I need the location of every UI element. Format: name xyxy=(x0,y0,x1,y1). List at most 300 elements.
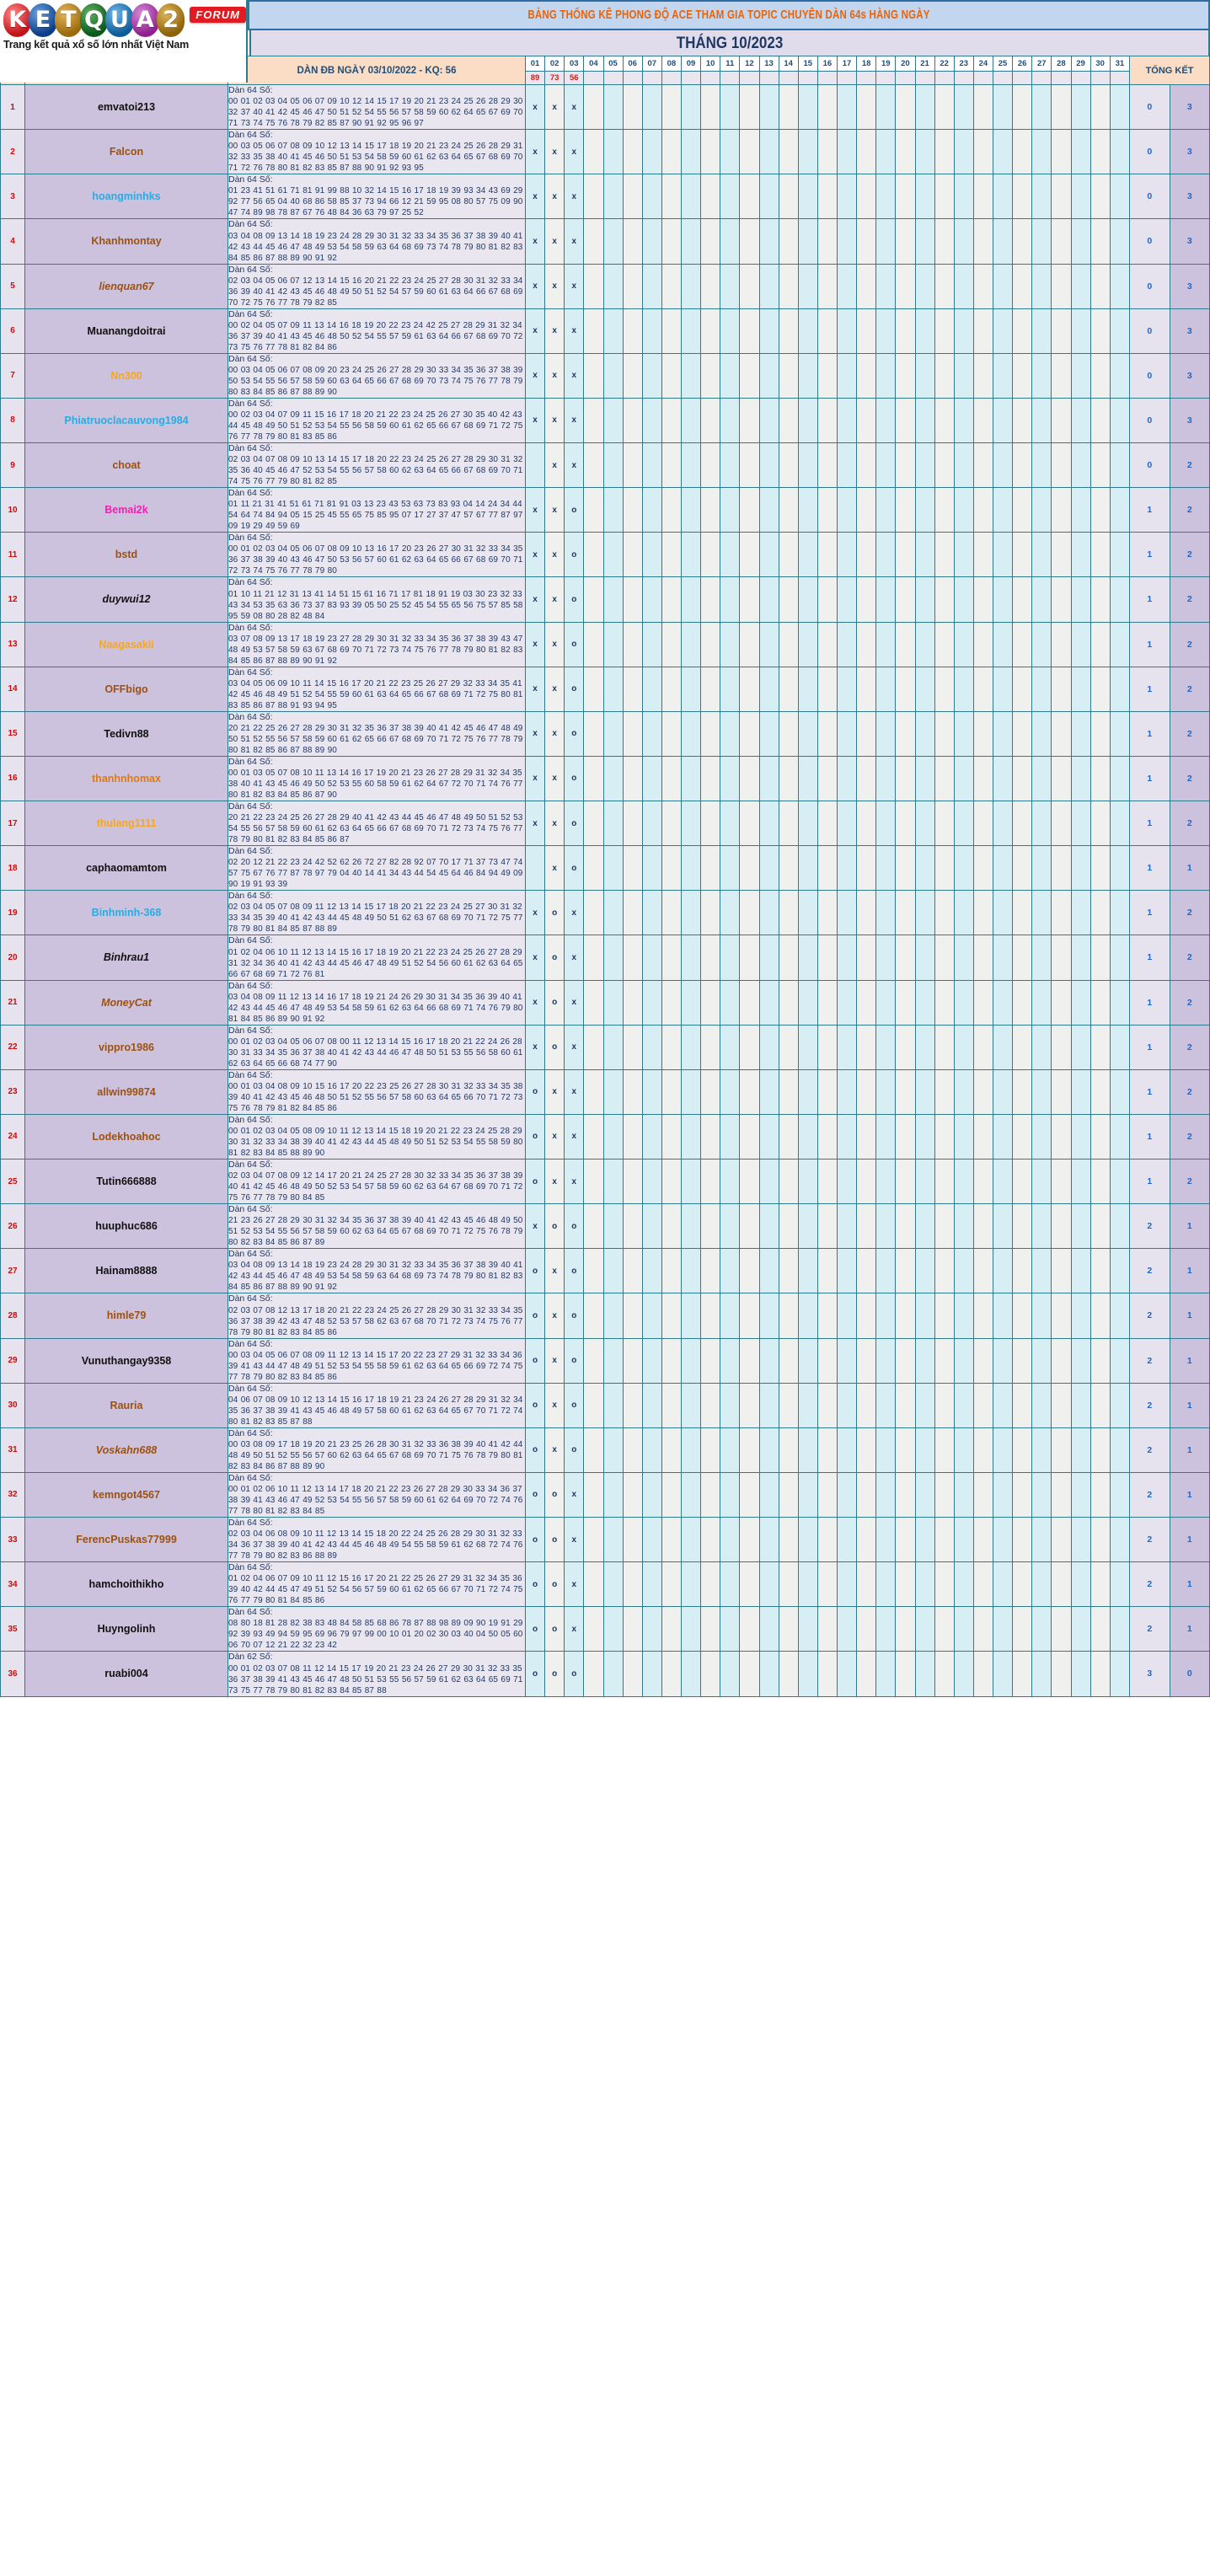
day-mark-cell[interactable] xyxy=(1110,398,1129,442)
day-mark-cell[interactable] xyxy=(603,756,623,801)
day-mark-cell[interactable] xyxy=(603,935,623,980)
day-mark-cell[interactable] xyxy=(838,130,857,174)
day-mark-cell[interactable] xyxy=(623,846,642,891)
day-mark-cell[interactable] xyxy=(857,891,876,935)
day-mark-cell[interactable] xyxy=(1013,980,1032,1025)
day-mark-cell[interactable] xyxy=(661,130,681,174)
day-mark-cell[interactable] xyxy=(623,1652,642,1696)
col-header-day[interactable]: 24 xyxy=(973,56,993,72)
day-mark-cell[interactable] xyxy=(701,488,720,533)
day-mark-cell[interactable] xyxy=(1052,443,1071,488)
day-mark-cell[interactable] xyxy=(876,1159,896,1204)
day-mark-cell[interactable] xyxy=(915,1518,934,1562)
day-mark-cell[interactable] xyxy=(740,488,759,533)
day-mark-cell[interactable]: x xyxy=(545,846,565,891)
day-mark-cell[interactable] xyxy=(740,1159,759,1204)
day-mark-cell[interactable] xyxy=(720,622,740,667)
day-mark-cell[interactable] xyxy=(603,1204,623,1249)
day-mark-cell[interactable] xyxy=(603,130,623,174)
day-mark-cell[interactable] xyxy=(603,1472,623,1517)
day-mark-cell[interactable] xyxy=(584,264,603,308)
day-mark-cell[interactable]: x xyxy=(565,1114,584,1159)
day-mark-cell[interactable] xyxy=(798,1069,817,1114)
day-mark-cell[interactable] xyxy=(838,219,857,264)
day-mark-cell[interactable]: x xyxy=(565,935,584,980)
day-mark-cell[interactable] xyxy=(1090,577,1110,622)
day-mark-cell[interactable] xyxy=(973,667,993,711)
day-mark-cell[interactable] xyxy=(838,756,857,801)
day-mark-cell[interactable]: x xyxy=(545,756,565,801)
day-mark-cell[interactable] xyxy=(682,443,701,488)
day-mark-cell[interactable] xyxy=(682,219,701,264)
day-mark-cell[interactable] xyxy=(857,980,876,1025)
day-mark-cell[interactable]: x xyxy=(526,756,545,801)
day-mark-cell[interactable] xyxy=(603,1159,623,1204)
day-mark-cell[interactable]: x xyxy=(565,1562,584,1607)
day-mark-cell[interactable]: x xyxy=(526,891,545,935)
day-mark-cell[interactable] xyxy=(642,398,661,442)
day-mark-cell[interactable]: x xyxy=(545,353,565,398)
day-mark-cell[interactable] xyxy=(915,130,934,174)
day-mark-cell[interactable] xyxy=(720,1562,740,1607)
day-mark-cell[interactable] xyxy=(526,846,545,891)
day-mark-cell[interactable] xyxy=(915,85,934,130)
day-mark-cell[interactable] xyxy=(896,577,915,622)
day-mark-cell[interactable] xyxy=(838,398,857,442)
day-mark-cell[interactable] xyxy=(1071,1293,1090,1338)
day-mark-cell[interactable] xyxy=(798,622,817,667)
day-mark-cell[interactable] xyxy=(642,1427,661,1472)
day-mark-cell[interactable] xyxy=(701,1427,720,1472)
day-mark-cell[interactable] xyxy=(896,1652,915,1696)
day-mark-cell[interactable] xyxy=(857,533,876,577)
day-mark-cell[interactable] xyxy=(740,1383,759,1427)
day-mark-cell[interactable] xyxy=(838,1472,857,1517)
day-mark-cell[interactable] xyxy=(661,667,681,711)
day-mark-cell[interactable] xyxy=(1071,1607,1090,1652)
day-mark-cell[interactable] xyxy=(584,353,603,398)
day-mark-cell[interactable] xyxy=(876,1114,896,1159)
day-mark-cell[interactable] xyxy=(954,1293,973,1338)
day-mark-cell[interactable] xyxy=(779,801,798,846)
day-mark-cell[interactable] xyxy=(915,846,934,891)
day-mark-cell[interactable]: x xyxy=(565,980,584,1025)
member-name-cell[interactable] xyxy=(25,801,228,846)
day-mark-cell[interactable] xyxy=(915,308,934,353)
day-mark-cell[interactable] xyxy=(857,1069,876,1114)
day-mark-cell[interactable] xyxy=(1090,756,1110,801)
day-mark-cell[interactable] xyxy=(759,846,779,891)
day-mark-cell[interactable] xyxy=(1090,1114,1110,1159)
day-mark-cell[interactable] xyxy=(623,1025,642,1069)
day-mark-cell[interactable] xyxy=(779,1249,798,1293)
day-mark-cell[interactable] xyxy=(973,219,993,264)
day-mark-cell[interactable] xyxy=(720,488,740,533)
day-mark-cell[interactable] xyxy=(779,1652,798,1696)
day-mark-cell[interactable] xyxy=(954,1249,973,1293)
day-mark-cell[interactable] xyxy=(954,1204,973,1249)
col-header-day[interactable]: 06 xyxy=(623,56,642,72)
day-mark-cell[interactable] xyxy=(661,980,681,1025)
day-mark-cell[interactable] xyxy=(759,891,779,935)
day-mark-cell[interactable] xyxy=(1052,846,1071,891)
day-mark-cell[interactable] xyxy=(915,1204,934,1249)
day-mark-cell[interactable] xyxy=(857,577,876,622)
day-mark-cell[interactable] xyxy=(896,533,915,577)
day-mark-cell[interactable] xyxy=(973,1338,993,1383)
day-mark-cell[interactable] xyxy=(876,801,896,846)
member-name-cell[interactable] xyxy=(25,398,228,442)
day-mark-cell[interactable] xyxy=(1052,1114,1071,1159)
day-mark-cell[interactable] xyxy=(817,1114,837,1159)
day-mark-cell[interactable] xyxy=(584,1472,603,1517)
day-mark-cell[interactable] xyxy=(1032,353,1052,398)
day-mark-cell[interactable] xyxy=(1090,533,1110,577)
day-mark-cell[interactable] xyxy=(973,353,993,398)
day-mark-cell[interactable] xyxy=(1032,130,1052,174)
day-mark-cell[interactable] xyxy=(1071,711,1090,756)
day-mark-cell[interactable] xyxy=(661,398,681,442)
day-mark-cell[interactable]: o xyxy=(565,1249,584,1293)
day-mark-cell[interactable] xyxy=(896,1204,915,1249)
day-mark-cell[interactable] xyxy=(740,1562,759,1607)
day-mark-cell[interactable] xyxy=(720,1159,740,1204)
day-mark-cell[interactable] xyxy=(720,174,740,219)
col-header-day[interactable]: 10 xyxy=(701,56,720,72)
day-mark-cell[interactable] xyxy=(798,1338,817,1383)
day-mark-cell[interactable]: o xyxy=(526,1518,545,1562)
day-mark-cell[interactable] xyxy=(661,622,681,667)
day-mark-cell[interactable] xyxy=(740,711,759,756)
day-mark-cell[interactable]: x xyxy=(545,1069,565,1114)
day-mark-cell[interactable] xyxy=(584,1383,603,1427)
day-mark-cell[interactable] xyxy=(798,891,817,935)
day-mark-cell[interactable] xyxy=(720,398,740,442)
day-mark-cell[interactable] xyxy=(584,308,603,353)
day-mark-cell[interactable] xyxy=(701,891,720,935)
day-mark-cell[interactable] xyxy=(915,622,934,667)
day-mark-cell[interactable] xyxy=(954,1562,973,1607)
day-mark-cell[interactable] xyxy=(857,85,876,130)
day-mark-cell[interactable] xyxy=(759,935,779,980)
day-mark-cell[interactable] xyxy=(993,308,1013,353)
day-mark-cell[interactable] xyxy=(1090,1652,1110,1696)
day-mark-cell[interactable] xyxy=(973,488,993,533)
day-mark-cell[interactable] xyxy=(915,174,934,219)
day-mark-cell[interactable] xyxy=(1110,1025,1129,1069)
day-mark-cell[interactable] xyxy=(701,264,720,308)
day-mark-cell[interactable] xyxy=(1071,85,1090,130)
day-mark-cell[interactable] xyxy=(682,1518,701,1562)
day-mark-cell[interactable] xyxy=(603,398,623,442)
day-mark-cell[interactable] xyxy=(954,891,973,935)
day-mark-cell[interactable] xyxy=(915,577,934,622)
day-mark-cell[interactable] xyxy=(779,219,798,264)
day-mark-cell[interactable] xyxy=(838,891,857,935)
day-mark-cell[interactable] xyxy=(603,846,623,891)
day-mark-cell[interactable] xyxy=(1110,1383,1129,1427)
day-mark-cell[interactable] xyxy=(720,1607,740,1652)
day-mark-cell[interactable] xyxy=(915,1159,934,1204)
day-mark-cell[interactable] xyxy=(740,308,759,353)
day-mark-cell[interactable] xyxy=(993,1338,1013,1383)
day-mark-cell[interactable] xyxy=(779,980,798,1025)
day-mark-cell[interactable] xyxy=(682,1159,701,1204)
day-mark-cell[interactable] xyxy=(661,935,681,980)
day-mark-cell[interactable] xyxy=(973,1562,993,1607)
day-mark-cell[interactable] xyxy=(1071,1069,1090,1114)
day-mark-cell[interactable] xyxy=(779,1562,798,1607)
day-mark-cell[interactable] xyxy=(817,846,837,891)
day-mark-cell[interactable] xyxy=(1110,980,1129,1025)
day-mark-cell[interactable]: x xyxy=(545,1383,565,1427)
day-mark-cell[interactable] xyxy=(1071,1159,1090,1204)
day-mark-cell[interactable]: x xyxy=(545,488,565,533)
day-mark-cell[interactable] xyxy=(798,264,817,308)
col-header-day[interactable]: 31 xyxy=(1110,56,1129,72)
day-mark-cell[interactable]: x xyxy=(526,130,545,174)
day-mark-cell[interactable] xyxy=(973,577,993,622)
day-mark-cell[interactable] xyxy=(915,1338,934,1383)
day-mark-cell[interactable] xyxy=(759,308,779,353)
day-mark-cell[interactable] xyxy=(838,1518,857,1562)
member-name-cell[interactable] xyxy=(25,1472,228,1517)
day-mark-cell[interactable] xyxy=(1071,846,1090,891)
day-mark-cell[interactable] xyxy=(993,1114,1013,1159)
day-mark-cell[interactable] xyxy=(642,980,661,1025)
day-mark-cell[interactable]: o xyxy=(565,488,584,533)
day-mark-cell[interactable] xyxy=(896,622,915,667)
day-mark-cell[interactable] xyxy=(1090,801,1110,846)
day-mark-cell[interactable] xyxy=(682,846,701,891)
day-mark-cell[interactable] xyxy=(1110,488,1129,533)
day-mark-cell[interactable] xyxy=(779,1383,798,1427)
day-mark-cell[interactable] xyxy=(973,533,993,577)
day-mark-cell[interactable] xyxy=(1052,622,1071,667)
day-mark-cell[interactable] xyxy=(934,891,954,935)
day-mark-cell[interactable] xyxy=(1013,130,1032,174)
day-mark-cell[interactable] xyxy=(993,1025,1013,1069)
day-mark-cell[interactable] xyxy=(1052,980,1071,1025)
day-mark-cell[interactable]: x xyxy=(526,219,545,264)
day-mark-cell[interactable] xyxy=(798,1249,817,1293)
day-mark-cell[interactable] xyxy=(934,980,954,1025)
day-mark-cell[interactable] xyxy=(1013,353,1032,398)
day-mark-cell[interactable] xyxy=(1110,1114,1129,1159)
day-mark-cell[interactable] xyxy=(1071,1025,1090,1069)
day-mark-cell[interactable] xyxy=(701,308,720,353)
day-mark-cell[interactable] xyxy=(661,1204,681,1249)
day-mark-cell[interactable] xyxy=(993,443,1013,488)
day-mark-cell[interactable] xyxy=(603,1338,623,1383)
day-mark-cell[interactable] xyxy=(603,1069,623,1114)
member-name-cell[interactable] xyxy=(25,1249,228,1293)
day-mark-cell[interactable] xyxy=(779,1427,798,1472)
day-mark-cell[interactable] xyxy=(720,1114,740,1159)
day-mark-cell[interactable] xyxy=(1090,443,1110,488)
day-mark-cell[interactable] xyxy=(1052,711,1071,756)
day-mark-cell[interactable] xyxy=(857,667,876,711)
day-mark-cell[interactable] xyxy=(682,353,701,398)
day-mark-cell[interactable] xyxy=(682,1562,701,1607)
day-mark-cell[interactable] xyxy=(915,1607,934,1652)
day-mark-cell[interactable] xyxy=(1071,219,1090,264)
col-header-day[interactable]: 29 xyxy=(1071,56,1090,72)
day-mark-cell[interactable] xyxy=(954,667,973,711)
day-mark-cell[interactable] xyxy=(682,1204,701,1249)
day-mark-cell[interactable] xyxy=(759,1427,779,1472)
day-mark-cell[interactable] xyxy=(603,622,623,667)
day-mark-cell[interactable] xyxy=(720,756,740,801)
day-mark-cell[interactable] xyxy=(1013,308,1032,353)
day-mark-cell[interactable] xyxy=(954,174,973,219)
col-header-day[interactable]: 14 xyxy=(779,56,798,72)
day-mark-cell[interactable] xyxy=(1110,533,1129,577)
day-mark-cell[interactable]: o xyxy=(526,1652,545,1696)
day-mark-cell[interactable] xyxy=(1032,667,1052,711)
day-mark-cell[interactable] xyxy=(661,1607,681,1652)
day-mark-cell[interactable] xyxy=(1052,398,1071,442)
member-name-cell[interactable] xyxy=(25,711,228,756)
day-mark-cell[interactable] xyxy=(701,711,720,756)
day-mark-cell[interactable] xyxy=(1110,443,1129,488)
day-mark-cell[interactable] xyxy=(682,667,701,711)
day-mark-cell[interactable] xyxy=(623,488,642,533)
day-mark-cell[interactable] xyxy=(857,1159,876,1204)
day-mark-cell[interactable] xyxy=(973,1518,993,1562)
col-header-day[interactable]: 15 xyxy=(798,56,817,72)
day-mark-cell[interactable] xyxy=(642,1204,661,1249)
day-mark-cell[interactable] xyxy=(817,130,837,174)
day-mark-cell[interactable]: o xyxy=(565,533,584,577)
day-mark-cell[interactable] xyxy=(720,353,740,398)
member-name-cell[interactable] xyxy=(25,846,228,891)
member-name-cell[interactable] xyxy=(25,1293,228,1338)
day-mark-cell[interactable] xyxy=(759,1204,779,1249)
day-mark-cell[interactable] xyxy=(817,1607,837,1652)
day-mark-cell[interactable] xyxy=(759,756,779,801)
day-mark-cell[interactable] xyxy=(954,1114,973,1159)
day-mark-cell[interactable] xyxy=(817,1069,837,1114)
day-mark-cell[interactable] xyxy=(1013,622,1032,667)
day-mark-cell[interactable] xyxy=(779,846,798,891)
day-mark-cell[interactable] xyxy=(1090,1069,1110,1114)
day-mark-cell[interactable] xyxy=(934,1383,954,1427)
day-mark-cell[interactable] xyxy=(661,801,681,846)
day-mark-cell[interactable] xyxy=(1013,756,1032,801)
day-mark-cell[interactable] xyxy=(954,398,973,442)
day-mark-cell[interactable] xyxy=(779,443,798,488)
day-mark-cell[interactable] xyxy=(642,85,661,130)
day-mark-cell[interactable] xyxy=(642,846,661,891)
day-mark-cell[interactable]: o xyxy=(565,622,584,667)
day-mark-cell[interactable] xyxy=(1013,85,1032,130)
day-mark-cell[interactable] xyxy=(1052,1652,1071,1696)
col-header-day[interactable]: 03 xyxy=(565,56,584,72)
day-mark-cell[interactable] xyxy=(584,1114,603,1159)
day-mark-cell[interactable] xyxy=(915,533,934,577)
day-mark-cell[interactable] xyxy=(1032,1159,1052,1204)
day-mark-cell[interactable] xyxy=(661,264,681,308)
day-mark-cell[interactable] xyxy=(720,264,740,308)
day-mark-cell[interactable] xyxy=(682,1652,701,1696)
day-mark-cell[interactable]: x xyxy=(545,711,565,756)
day-mark-cell[interactable] xyxy=(1090,488,1110,533)
day-mark-cell[interactable] xyxy=(954,533,973,577)
member-name-cell[interactable] xyxy=(25,264,228,308)
day-mark-cell[interactable] xyxy=(993,264,1013,308)
day-mark-cell[interactable] xyxy=(526,443,545,488)
day-mark-cell[interactable] xyxy=(973,846,993,891)
day-mark-cell[interactable] xyxy=(623,1069,642,1114)
day-mark-cell[interactable] xyxy=(915,756,934,801)
day-mark-cell[interactable] xyxy=(817,577,837,622)
day-mark-cell[interactable] xyxy=(1071,1518,1090,1562)
member-name-cell[interactable] xyxy=(25,667,228,711)
day-mark-cell[interactable] xyxy=(954,130,973,174)
day-mark-cell[interactable]: x xyxy=(545,1427,565,1472)
day-mark-cell[interactable] xyxy=(798,980,817,1025)
day-mark-cell[interactable] xyxy=(857,1293,876,1338)
day-mark-cell[interactable] xyxy=(584,174,603,219)
day-mark-cell[interactable] xyxy=(1071,667,1090,711)
day-mark-cell[interactable]: o xyxy=(545,1204,565,1249)
day-mark-cell[interactable] xyxy=(701,577,720,622)
day-mark-cell[interactable] xyxy=(642,1652,661,1696)
day-mark-cell[interactable] xyxy=(934,353,954,398)
day-mark-cell[interactable] xyxy=(798,756,817,801)
day-mark-cell[interactable]: o xyxy=(565,1427,584,1472)
member-name-cell[interactable] xyxy=(25,1114,228,1159)
day-mark-cell[interactable] xyxy=(720,1427,740,1472)
day-mark-cell[interactable] xyxy=(701,1518,720,1562)
day-mark-cell[interactable] xyxy=(642,533,661,577)
day-mark-cell[interactable] xyxy=(993,1562,1013,1607)
day-mark-cell[interactable] xyxy=(1110,1069,1129,1114)
member-name-cell[interactable] xyxy=(25,1159,228,1204)
day-mark-cell[interactable] xyxy=(915,264,934,308)
day-mark-cell[interactable] xyxy=(701,1114,720,1159)
day-mark-cell[interactable] xyxy=(798,846,817,891)
day-mark-cell[interactable] xyxy=(1071,308,1090,353)
day-mark-cell[interactable] xyxy=(857,1383,876,1427)
day-mark-cell[interactable] xyxy=(623,935,642,980)
day-mark-cell[interactable] xyxy=(876,1025,896,1069)
day-mark-cell[interactable] xyxy=(701,1607,720,1652)
day-mark-cell[interactable] xyxy=(915,667,934,711)
member-name-cell[interactable] xyxy=(25,1383,228,1427)
day-mark-cell[interactable] xyxy=(759,174,779,219)
day-mark-cell[interactable] xyxy=(720,801,740,846)
day-mark-cell[interactable] xyxy=(857,711,876,756)
day-mark-cell[interactable] xyxy=(720,1383,740,1427)
day-mark-cell[interactable] xyxy=(779,756,798,801)
day-mark-cell[interactable] xyxy=(1110,264,1129,308)
day-mark-cell[interactable] xyxy=(623,801,642,846)
day-mark-cell[interactable] xyxy=(1071,1249,1090,1293)
day-mark-cell[interactable] xyxy=(661,1472,681,1517)
site-logo[interactable] xyxy=(0,0,248,83)
day-mark-cell[interactable] xyxy=(1071,756,1090,801)
day-mark-cell[interactable] xyxy=(817,1159,837,1204)
day-mark-cell[interactable] xyxy=(1032,1293,1052,1338)
day-mark-cell[interactable] xyxy=(896,1472,915,1517)
day-mark-cell[interactable] xyxy=(1032,1025,1052,1069)
day-mark-cell[interactable] xyxy=(876,1652,896,1696)
day-mark-cell[interactable] xyxy=(798,443,817,488)
day-mark-cell[interactable] xyxy=(1110,1652,1129,1696)
day-mark-cell[interactable]: o xyxy=(545,980,565,1025)
